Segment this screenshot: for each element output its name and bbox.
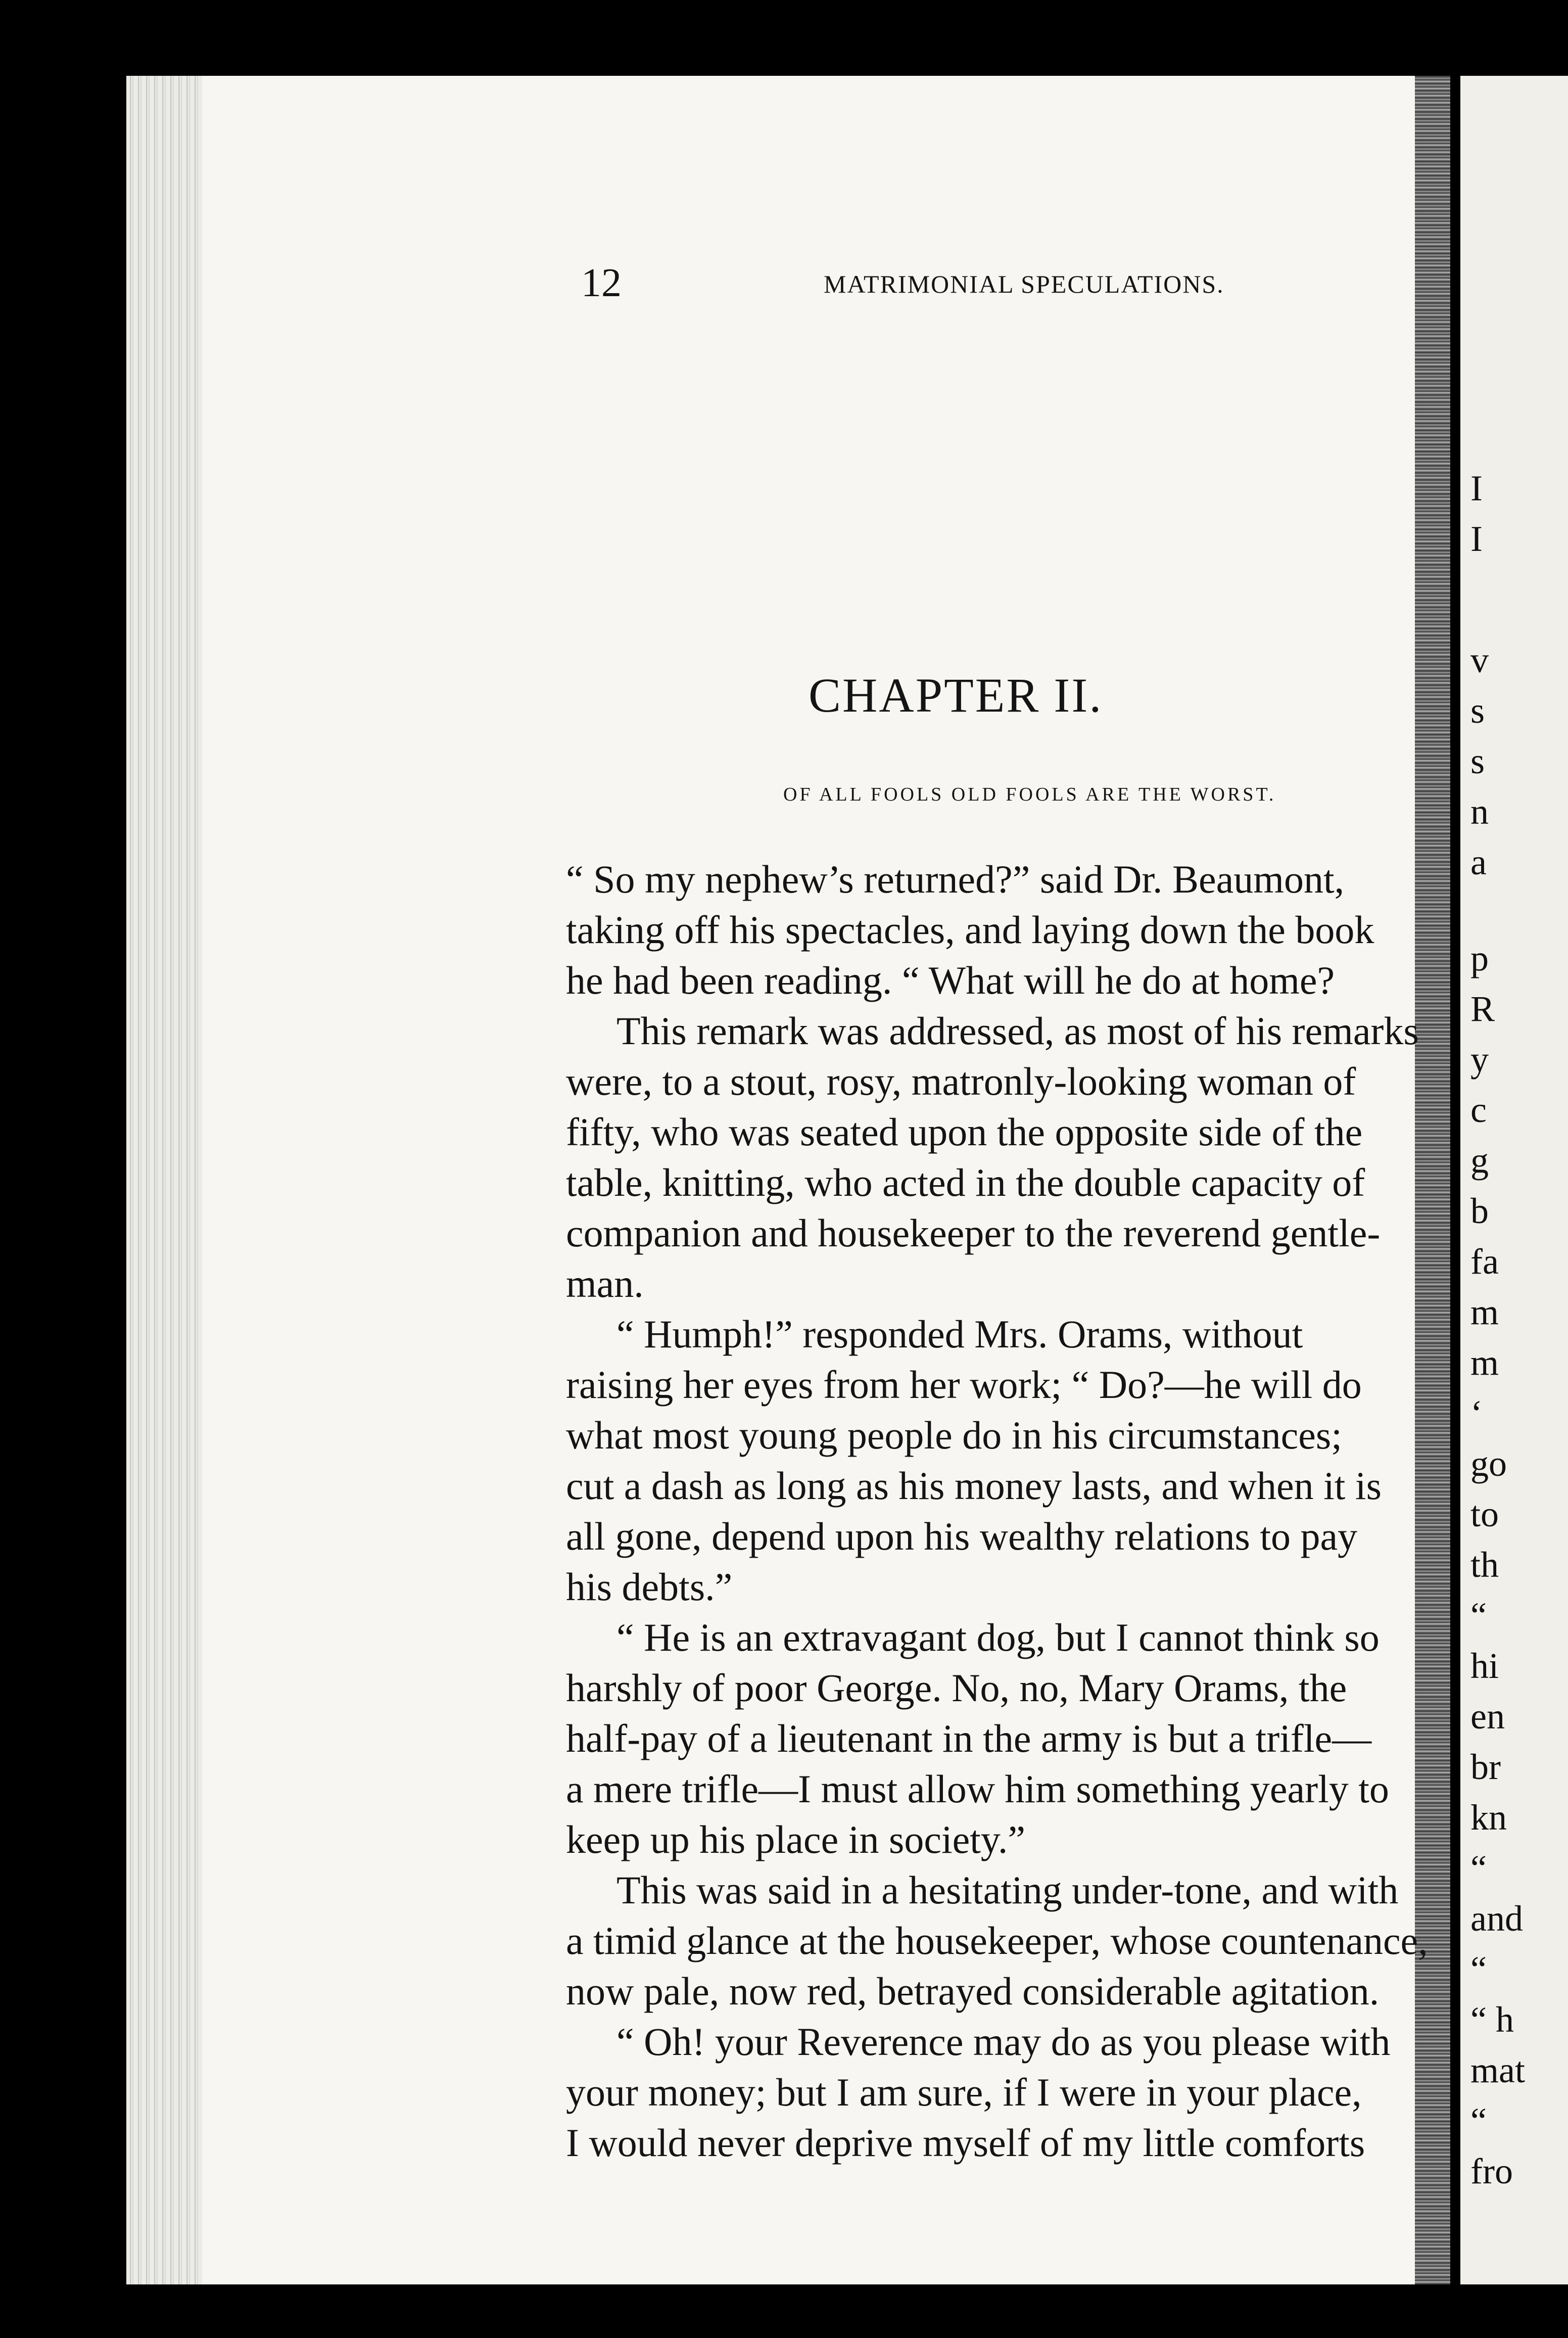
book-page: [126, 76, 1450, 2284]
text-line: half-pay of a lieutenant in the army is but a trifle—: [566, 1716, 1372, 1760]
facing-page-fragment: “: [1470, 1848, 1487, 1888]
facing-page-fragment: p: [1470, 938, 1489, 978]
text-line: he had been reading. “ What will he do at home?: [566, 958, 1335, 1002]
text-line: what most young people do in his circumstances;: [566, 1413, 1342, 1457]
facing-page-fragment: c: [1470, 1090, 1487, 1130]
facing-page-fragment: fa: [1470, 1241, 1499, 1282]
facing-page-fragment: hi: [1470, 1646, 1499, 1686]
text-line: a mere trifle—I must allow him something yearly to: [566, 1767, 1389, 1811]
running-title: MATRIMONIAL SPECULATIONS.: [824, 270, 1224, 298]
text-line: table, knitting, who acted in the double capacity of: [566, 1160, 1365, 1204]
text-line: cut a dash as long as his money lasts, and when it is: [566, 1464, 1382, 1508]
text-line: harshly of poor George. No, no, Mary Orams, the: [566, 1666, 1347, 1710]
facing-page-fragment: y: [1470, 1039, 1489, 1080]
facing-page-fragment: I: [1470, 519, 1483, 559]
text-line: I would never deprive myself of my little comforts: [566, 2121, 1365, 2165]
facing-page-fragment: v: [1470, 640, 1489, 680]
facing-page-fragment: I: [1470, 468, 1483, 508]
facing-page-fragment: en: [1470, 1696, 1505, 1737]
text-line: raising her eyes from her work; “ Do?—he will do: [566, 1363, 1362, 1407]
facing-page-fragment: and: [1470, 1898, 1523, 1939]
chapter-title: CHAPTER II.: [809, 668, 1103, 722]
text-line: “ He is an extravagant dog, but I cannot think so: [616, 1615, 1380, 1659]
text-line: your money; but I am sure, if I were in your place,: [566, 2070, 1362, 2114]
facing-page-fragment: m: [1470, 1292, 1499, 1332]
text-line: “ So my nephew’s returned?” said Dr. Beaumont,: [566, 857, 1345, 901]
text-line: “ Oh! your Reverence may do as you please with: [616, 2020, 1391, 2064]
chapter-subtitle: OF ALL FOOLS OLD FOOLS ARE THE WORST.: [783, 784, 1276, 805]
body-text: [566, 854, 1450, 2168]
facing-page-fragment: ‘: [1470, 1393, 1483, 1433]
facing-page-fragment: th: [1470, 1545, 1499, 1585]
text-line: keep up his place in society.”: [566, 1817, 1025, 1861]
facing-page-fragment: g: [1470, 1140, 1489, 1181]
facing-page-fragment: R: [1470, 989, 1495, 1029]
facing-page-fragment: a: [1470, 842, 1487, 882]
text-line: now pale, now red, betrayed considerable agitation.: [566, 1969, 1380, 2013]
facing-page-fragment: “: [1470, 2100, 1487, 2141]
text-line: his debts.”: [566, 1565, 733, 1609]
text-line: taking off his spectacles, and laying down the book: [566, 908, 1374, 952]
text-line: all gone, depend upon his wealthy relations to pay: [566, 1514, 1358, 1558]
text-line: “ Humph!” responded Mrs. Orams, without: [616, 1312, 1303, 1356]
text-line: man.: [566, 1261, 644, 1305]
facing-page-edge: [1460, 76, 1568, 2284]
facing-page-fragment: to: [1470, 1494, 1499, 1534]
facing-page-fragment: br: [1470, 1747, 1501, 1787]
running-head: [455, 260, 1329, 311]
facing-page-fragment: fro: [1470, 2151, 1513, 2191]
text-line: were, to a stout, rosy, matronly-looking woman of: [566, 1059, 1356, 1103]
facing-page-fragment: go: [1470, 1443, 1507, 1484]
facing-page-fragment: “ h: [1470, 1999, 1514, 2040]
facing-page-fragment: “: [1470, 1595, 1487, 1635]
text-line: companion and housekeeper to the reverend gentle-: [566, 1211, 1381, 1255]
text-line: fifty, who was seated upon the opposite side of the: [566, 1110, 1363, 1154]
facing-page-fragment: s: [1470, 741, 1485, 781]
text-line: This remark was addressed, as most of his remarks: [616, 1009, 1419, 1053]
facing-page-fragment: b: [1470, 1191, 1489, 1231]
page-edge-left: [126, 76, 202, 2284]
text-line: This was said in a hesitating under-tone, and with: [616, 1868, 1399, 1912]
facing-page-fragment: kn: [1470, 1797, 1507, 1838]
facing-page-fragment: mat: [1470, 2050, 1525, 2090]
facing-page-fragment: “: [1470, 1949, 1487, 1989]
facing-page-fragment: s: [1470, 690, 1485, 731]
facing-page-fragment: m: [1470, 1342, 1499, 1383]
facing-page-fragment: n: [1470, 791, 1489, 832]
page-number: 12: [581, 261, 622, 305]
text-line: a timid glance at the housekeeper, whose countenance,: [566, 1919, 1428, 1962]
